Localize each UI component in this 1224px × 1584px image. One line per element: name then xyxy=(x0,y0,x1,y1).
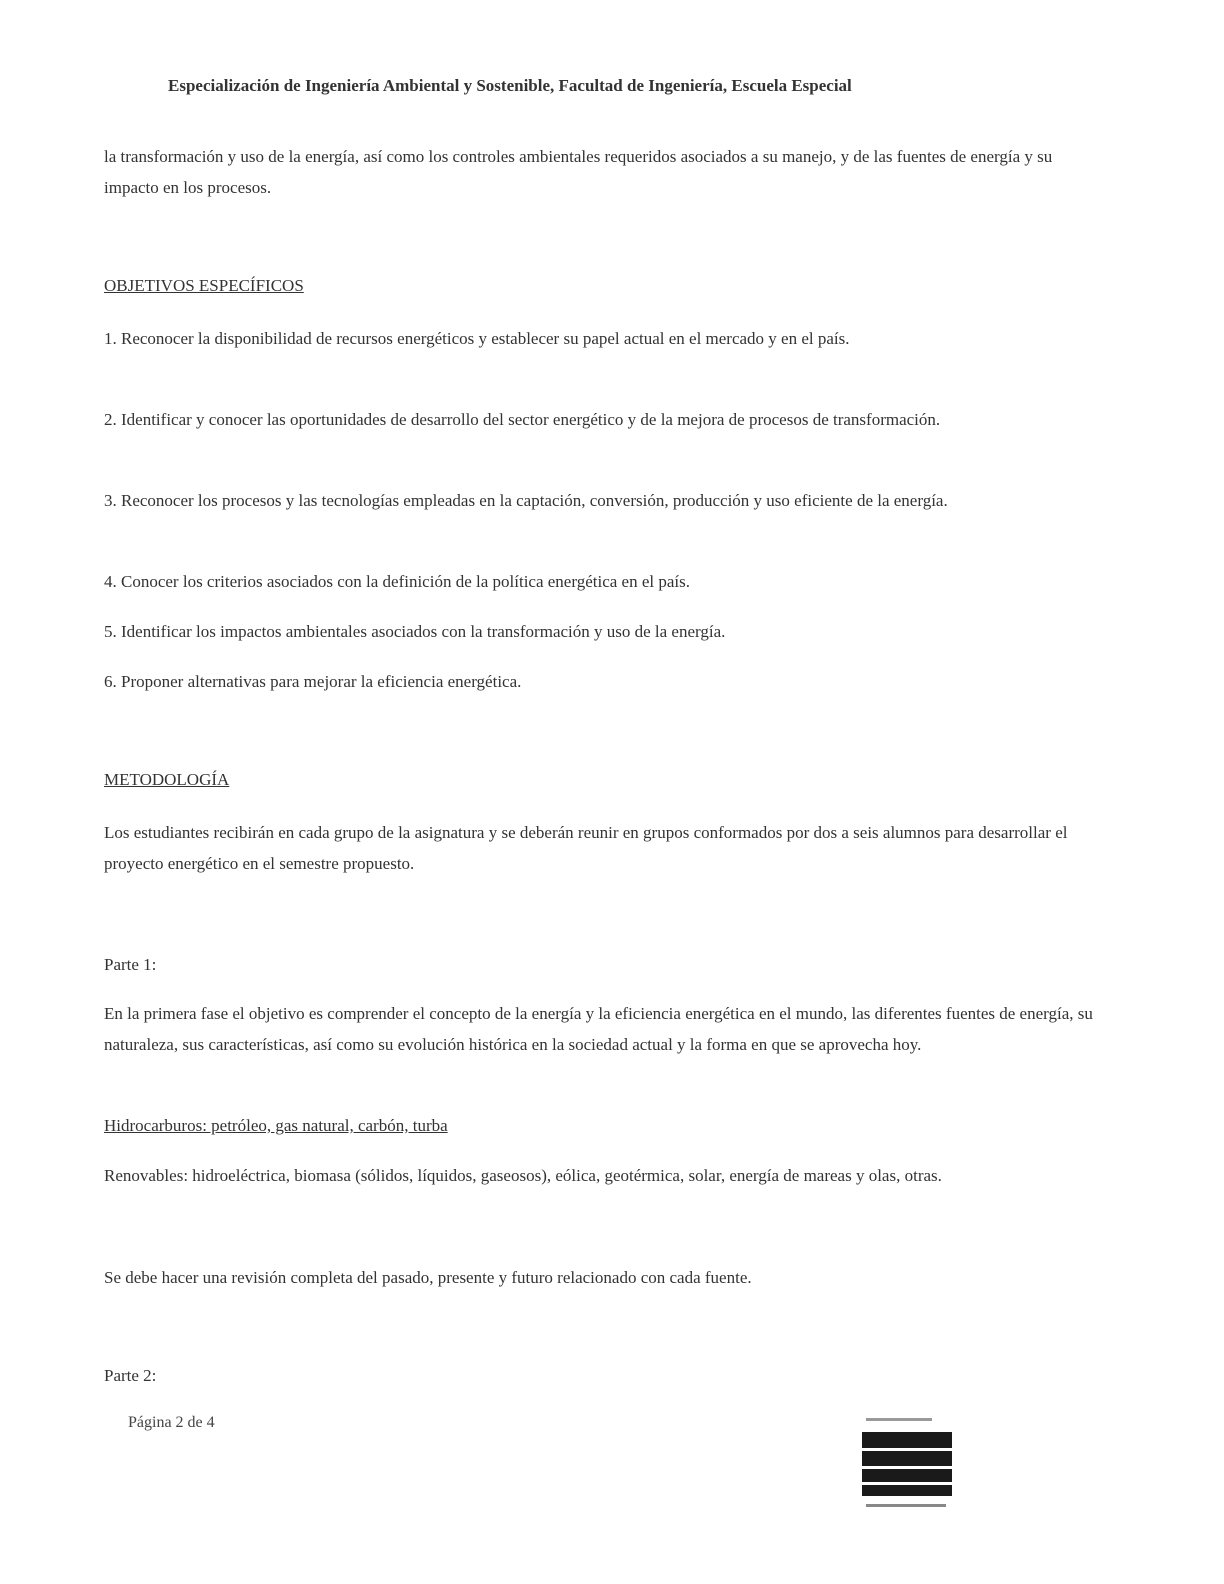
part1-sources: Renovables: hidroeléctrica, biomasa (sólidos, líquidos, gaseosos), eólica, geotérmica, solar, energía de mareas y olas, otras. xyxy=(104,1166,942,1185)
page-header: Especialización de Ingeniería Ambiental y Sostenible, Facultad de Ingeniería, Escuela Especial xyxy=(168,76,852,95)
intro-paragraph: la transformación y uso de la energía, así como los controles ambientales requeridos asociados a su manejo, y de las fuentes de energía y su impacto en los procesos. xyxy=(104,147,1053,197)
page-number: Página 2 de 4 xyxy=(128,1414,215,1431)
objective-item-3: 3. Reconocer los procesos y las tecnologías empleadas en la captación, conversión, producción y uso eficiente de la energía. xyxy=(104,491,948,510)
methodology-paragraph: Los estudiantes recibirán en cada grupo de la asignatura y se deberán reunir en grupos conformados por dos a seis alumnos para desarrollar el proyecto energético en el semestre propuesto. xyxy=(104,823,1068,873)
objectives-heading: OBJETIVOS ESPECÍFICOS xyxy=(104,276,304,295)
objective-item-4: 4. Conocer los criterios asociados con la definición de la política energética en el país. xyxy=(104,572,690,591)
methodology-heading: METODOLOGÍA xyxy=(104,770,230,789)
objective-item-1: 1. Reconocer la disponibilidad de recursos energéticos y establecer su papel actual en el mercado y en el país. xyxy=(104,329,850,348)
part1-subtitle: Hidrocarburos: petróleo, gas natural, carbón, turba xyxy=(104,1116,448,1135)
objective-item-5: 5. Identificar los impactos ambientales asociados con la transformación y uso de la energía. xyxy=(104,622,726,641)
part1-heading: Parte 1: xyxy=(104,955,157,974)
institution-seal-icon xyxy=(862,1418,952,1510)
part1-closing: Se debe hacer una revisión completa del pasado, presente y futuro relacionado con cada fuente. xyxy=(104,1268,752,1287)
part1-paragraph: En la primera fase el objetivo es comprender el concepto de la energía y la eficiencia energética en el mundo, las diferentes fuentes de energía, su naturaleza, sus características, así como su evolución histórica en la sociedad actual y la forma en que se aprovecha hoy. xyxy=(104,1004,1093,1054)
objective-item-2: 2. Identificar y conocer las oportunidades de desarrollo del sector energético y de la mejora de procesos de transformación. xyxy=(104,410,941,429)
objective-item-6: 6. Proponer alternativas para mejorar la eficiencia energética. xyxy=(104,672,522,691)
part2-heading: Parte 2: xyxy=(104,1366,157,1385)
